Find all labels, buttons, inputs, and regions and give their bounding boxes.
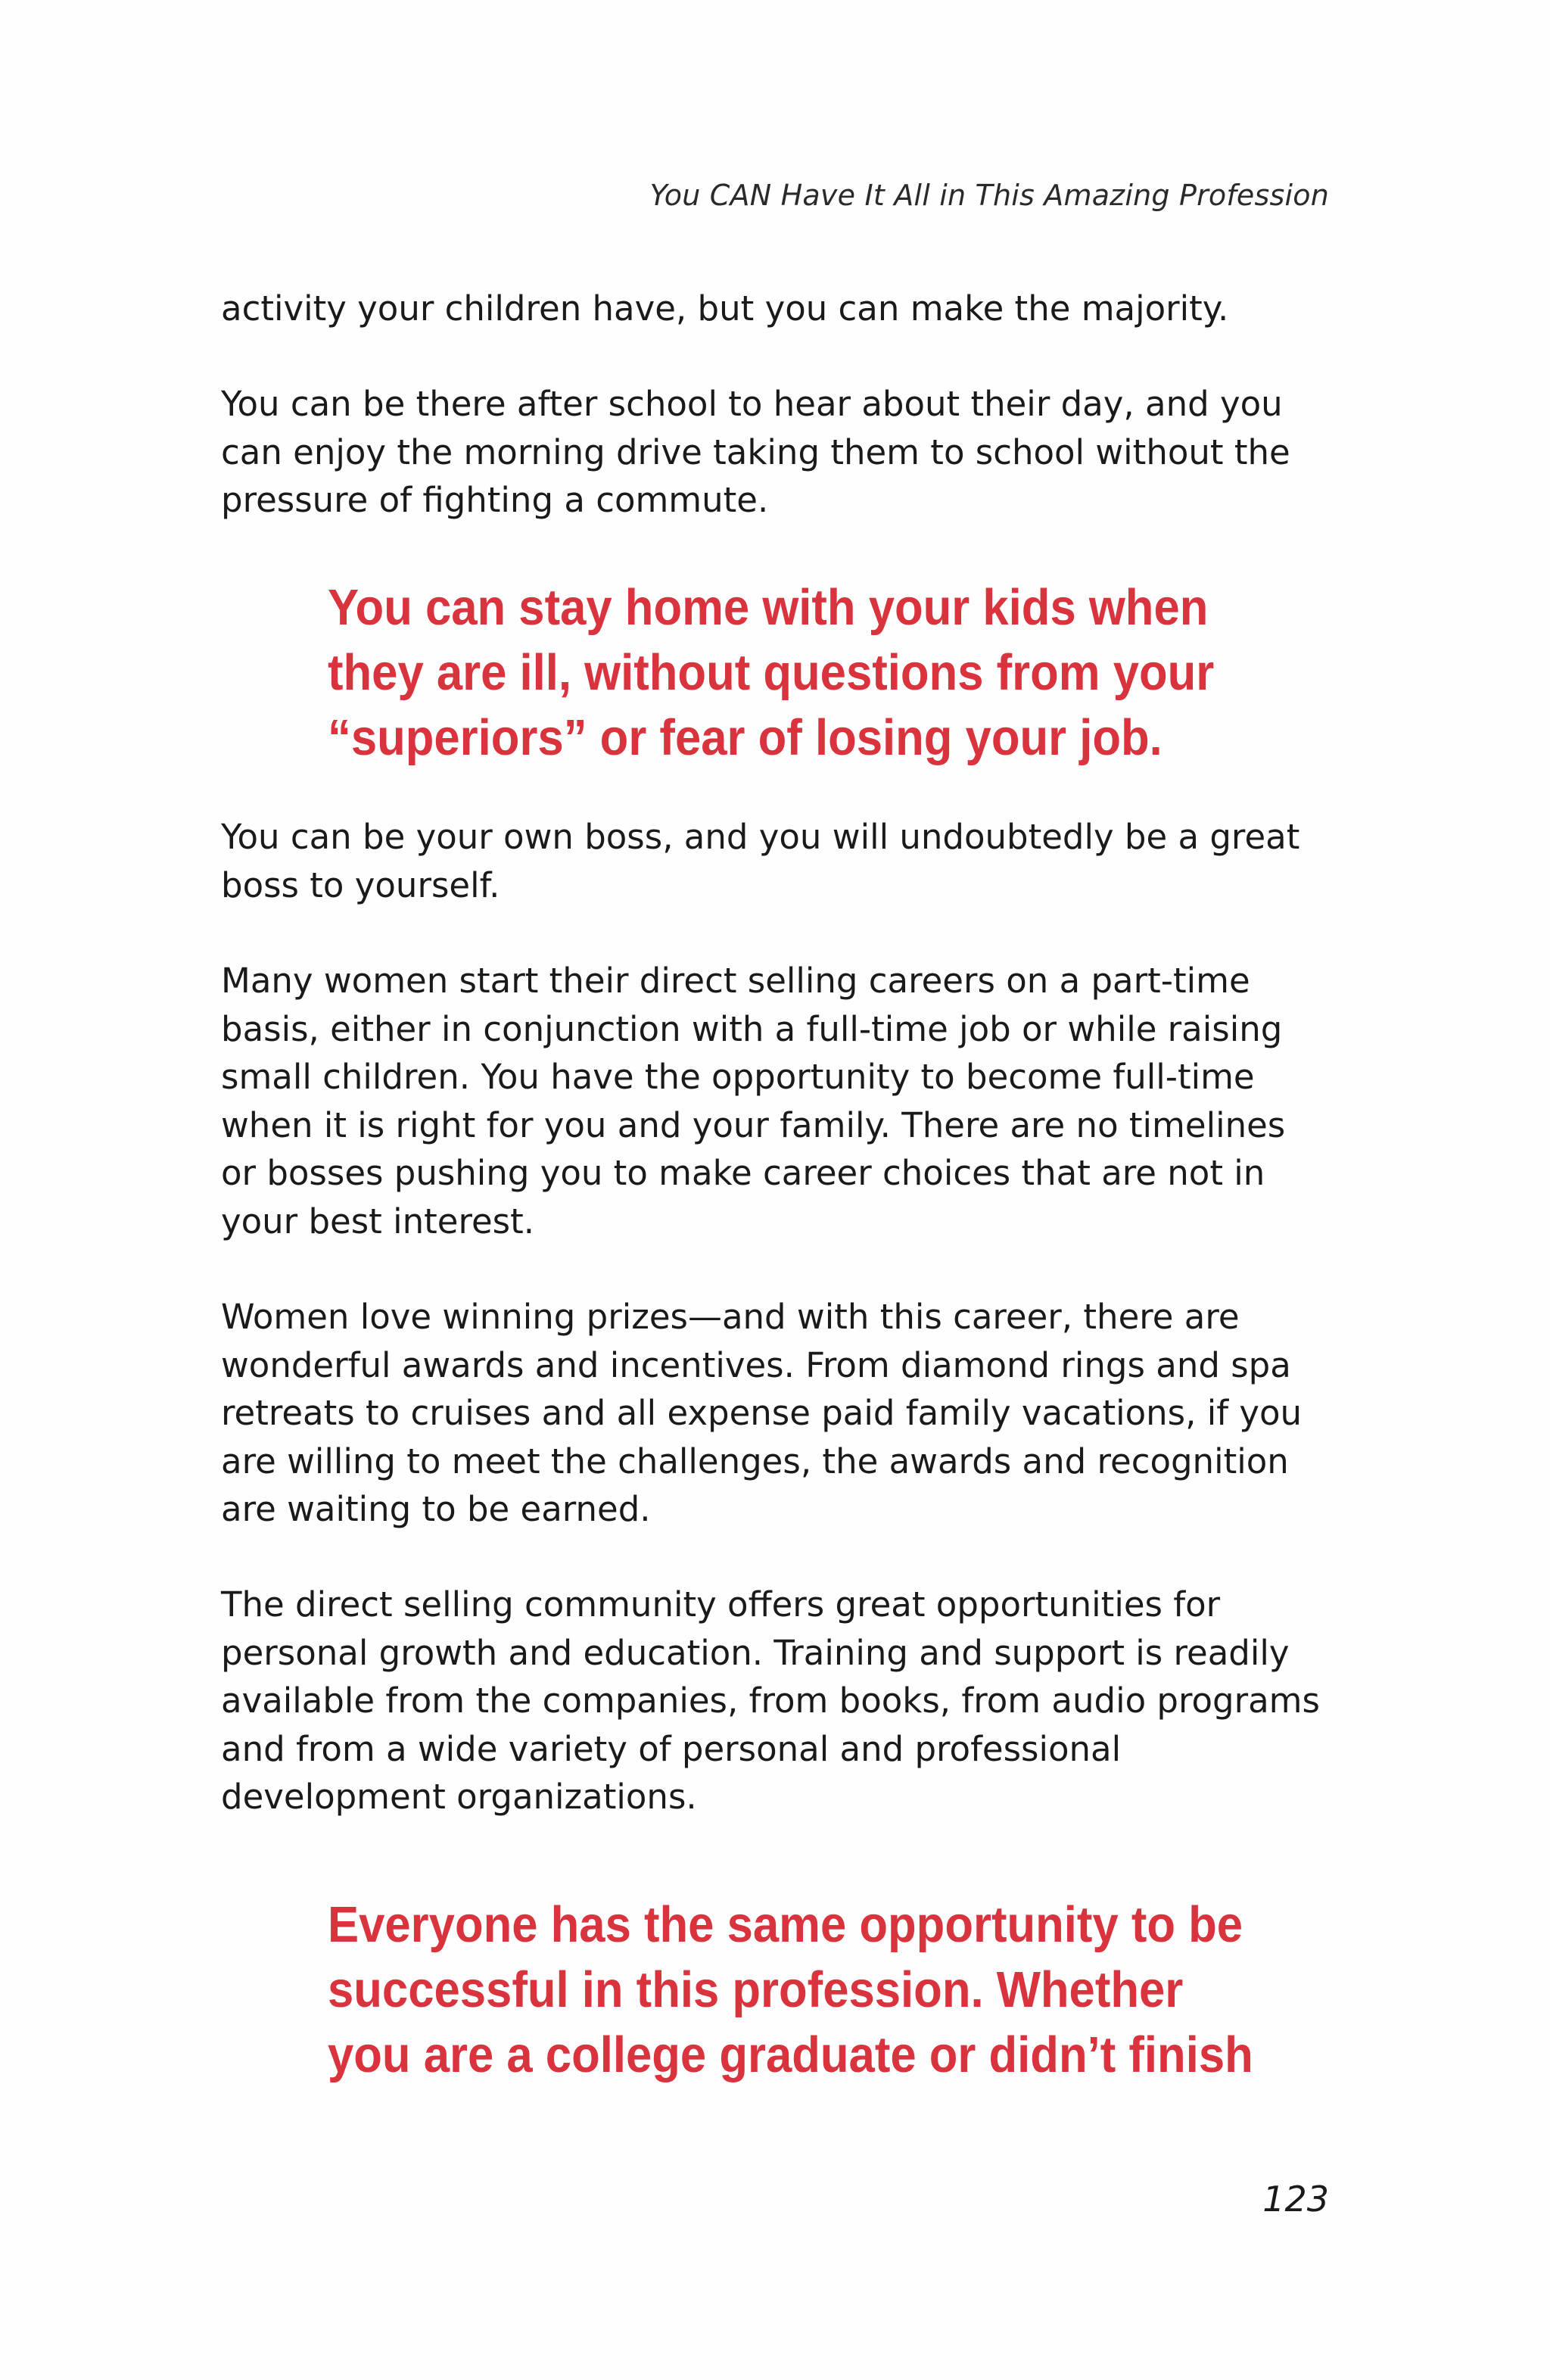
- body-paragraph: Women love winning prizes—and with this career, there are wonderful awards and incentives. From diamond rings and spa retreats to cruises and all expense paid family vacations, if you are willing to meet the challenges, the awards and recognition are waiting to be earned.: [221, 1297, 1303, 1529]
- body-paragraph: You can be your own boss, and you will undoubtedly be a great boss to yourself.: [221, 817, 1300, 905]
- page-number: 123: [1262, 2179, 1329, 2220]
- pull-quote: Everyone has the same opportunity to be successful in this profession. Whether you are a college graduate or didn’t finish: [328, 1896, 1253, 2083]
- pull-quote: You can stay home with your kids when they are ill, without questions from your “superiors” or fear of losing your job.: [328, 579, 1215, 766]
- running-header: You CAN Have It All in This Amazing Profession: [649, 179, 1329, 212]
- body-paragraph: The direct selling community offers great opportunities for personal growth and education. Training and support is readily available from the companies, from books, from audio programs and from a wide variety of personal and professional development organizations.: [221, 1584, 1320, 1817]
- body-paragraph: activity your children have, but you can make the majority.: [221, 288, 1229, 329]
- body-paragraph: You can be there after school to hear about their day, and you can enjoy the morning drive taking them to school without the pressure of fighting a commute.: [221, 384, 1290, 520]
- body-paragraph: Many women start their direct selling careers on a part-time basis, either in conjunction with a full-time job or while raising small children. You have the opportunity to become full-time when it is right for you and your family. There are no timelines or bosses pushing you to make career choices that are not in your best interest.: [221, 961, 1286, 1241]
